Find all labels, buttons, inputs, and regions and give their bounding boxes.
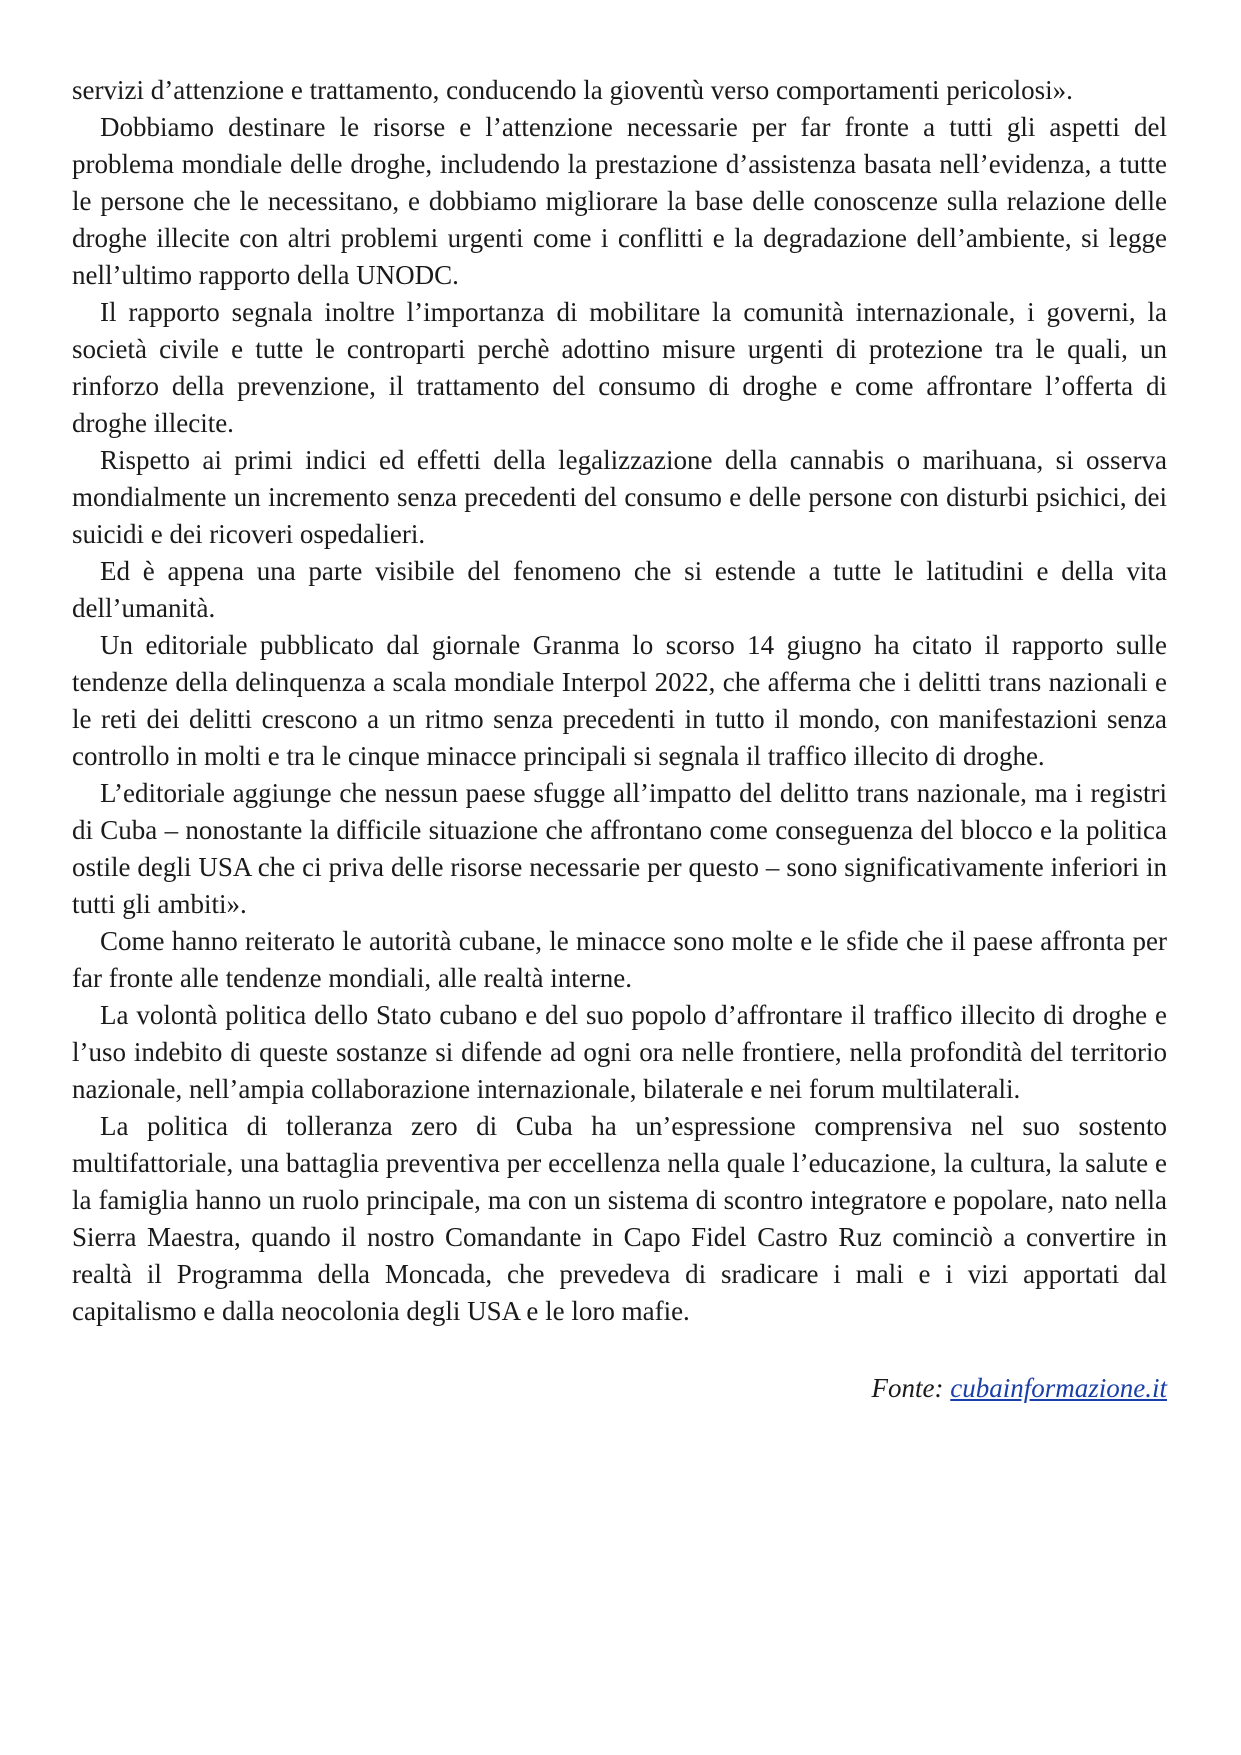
paragraph-9: La volontà politica dello Stato cubano e del suo popolo d’affrontare il traffico illecito di droghe e l’uso indebito di queste sostanze si difende ad ogni ora nelle frontiere, nella profondità del territorio nazionale, nell’ampia collaborazione internazionale, bilaterale e nei forum multilaterali.	[72, 1000, 1167, 1104]
paragraph-7: L’editoriale aggiunge che nessun paese sfugge all’impatto del delitto trans nazionale, ma i registri di Cuba – nonostante la difficile situazione che affrontano come conseguenza del blocco e la politica ostile degli USA che ci priva delle risorse necessarie per questo – sono significativamente inferiori in tutti gli ambiti».	[72, 778, 1167, 919]
paragraph-10: La politica di tolleranza zero di Cuba ha un’espressione comprensiva nel suo sostento multifattoriale, una battaglia preventiva per eccellenza nella quale l’educazione, la cultura, la salute e la famiglia hanno un ruolo principale, ma con un sistema di scontro integratore e popolare, nato nella Sierra Maestra, quando il nostro Comandante in Capo Fidel Castro Ruz cominciò a convertire in realtà il Programma della Moncada, che prevedeva di sradicare i mali e i vizi apportati dal capitalismo e dalla neocolonia degli USA e le loro mafie.	[72, 1111, 1167, 1326]
paragraph-1: servizi d’attenzione e trattamento, conducendo la gioventù verso comportamenti pericolosi».	[72, 75, 1073, 105]
source-line	[72, 1370, 1167, 1407]
source-link[interactable]: cubainformazione.it	[950, 1373, 1167, 1403]
paragraph-8: Come hanno reiterato le autorità cubane, le minacce sono molte e le sfide che il paese affronta per far fronte alle tendenze mondiali, alle realtà interne.	[72, 926, 1167, 993]
paragraph-3: Il rapporto segnala inoltre l’importanza di mobilitare la comunità internazionale, i governi, la società civile e tutte le controparti perchè adottino misure urgenti di protezione tra le quali, un rinforzo della prevenzione, il trattamento del consumo di droghe e come affrontare l’offerta di droghe illecite.	[72, 297, 1167, 438]
paragraph-6: Un editoriale pubblicato dal giornale Granma lo scorso 14 giugno ha citato il rapporto sulle tendenze della delinquenza a scala mondiale Interpol 2022, che afferma che i delitti trans nazionali e le reti dei delitti crescono a un ritmo senza precedenti in tutto il mondo, con manifestazioni senza controllo in molti e tra le cinque minacce principali si segnala il traffico illecito di droghe.	[72, 630, 1167, 771]
paragraph-2: Dobbiamo destinare le risorse e l’attenzione necessarie per far fronte a tutti gli aspetti del problema mondiale delle droghe, includendo la prestazione d’assistenza basata nell’evidenza, a tutte le persone che le necessitano, e dobbiamo migliorare la base delle conoscenze sulla relazione delle droghe illecite con altri problemi urgenti come i conflitti e la degradazione dell’ambiente, si legge nell’ultimo rapporto della UNODC.	[72, 112, 1167, 290]
document-page	[72, 72, 1167, 1407]
paragraph-5: Ed è appena una parte visibile del fenomeno che si estende a tutte le latitudini e della vita dell’umanità.	[72, 556, 1167, 623]
source-label: Fonte:	[871, 1373, 944, 1403]
paragraph-4: Rispetto ai primi indici ed effetti della legalizzazione della cannabis o marihuana, si osserva mondialmente un incremento senza precedenti del consumo e delle persone con disturbi psichici, dei suicidi e dei ricoveri ospedalieri.	[72, 445, 1167, 549]
